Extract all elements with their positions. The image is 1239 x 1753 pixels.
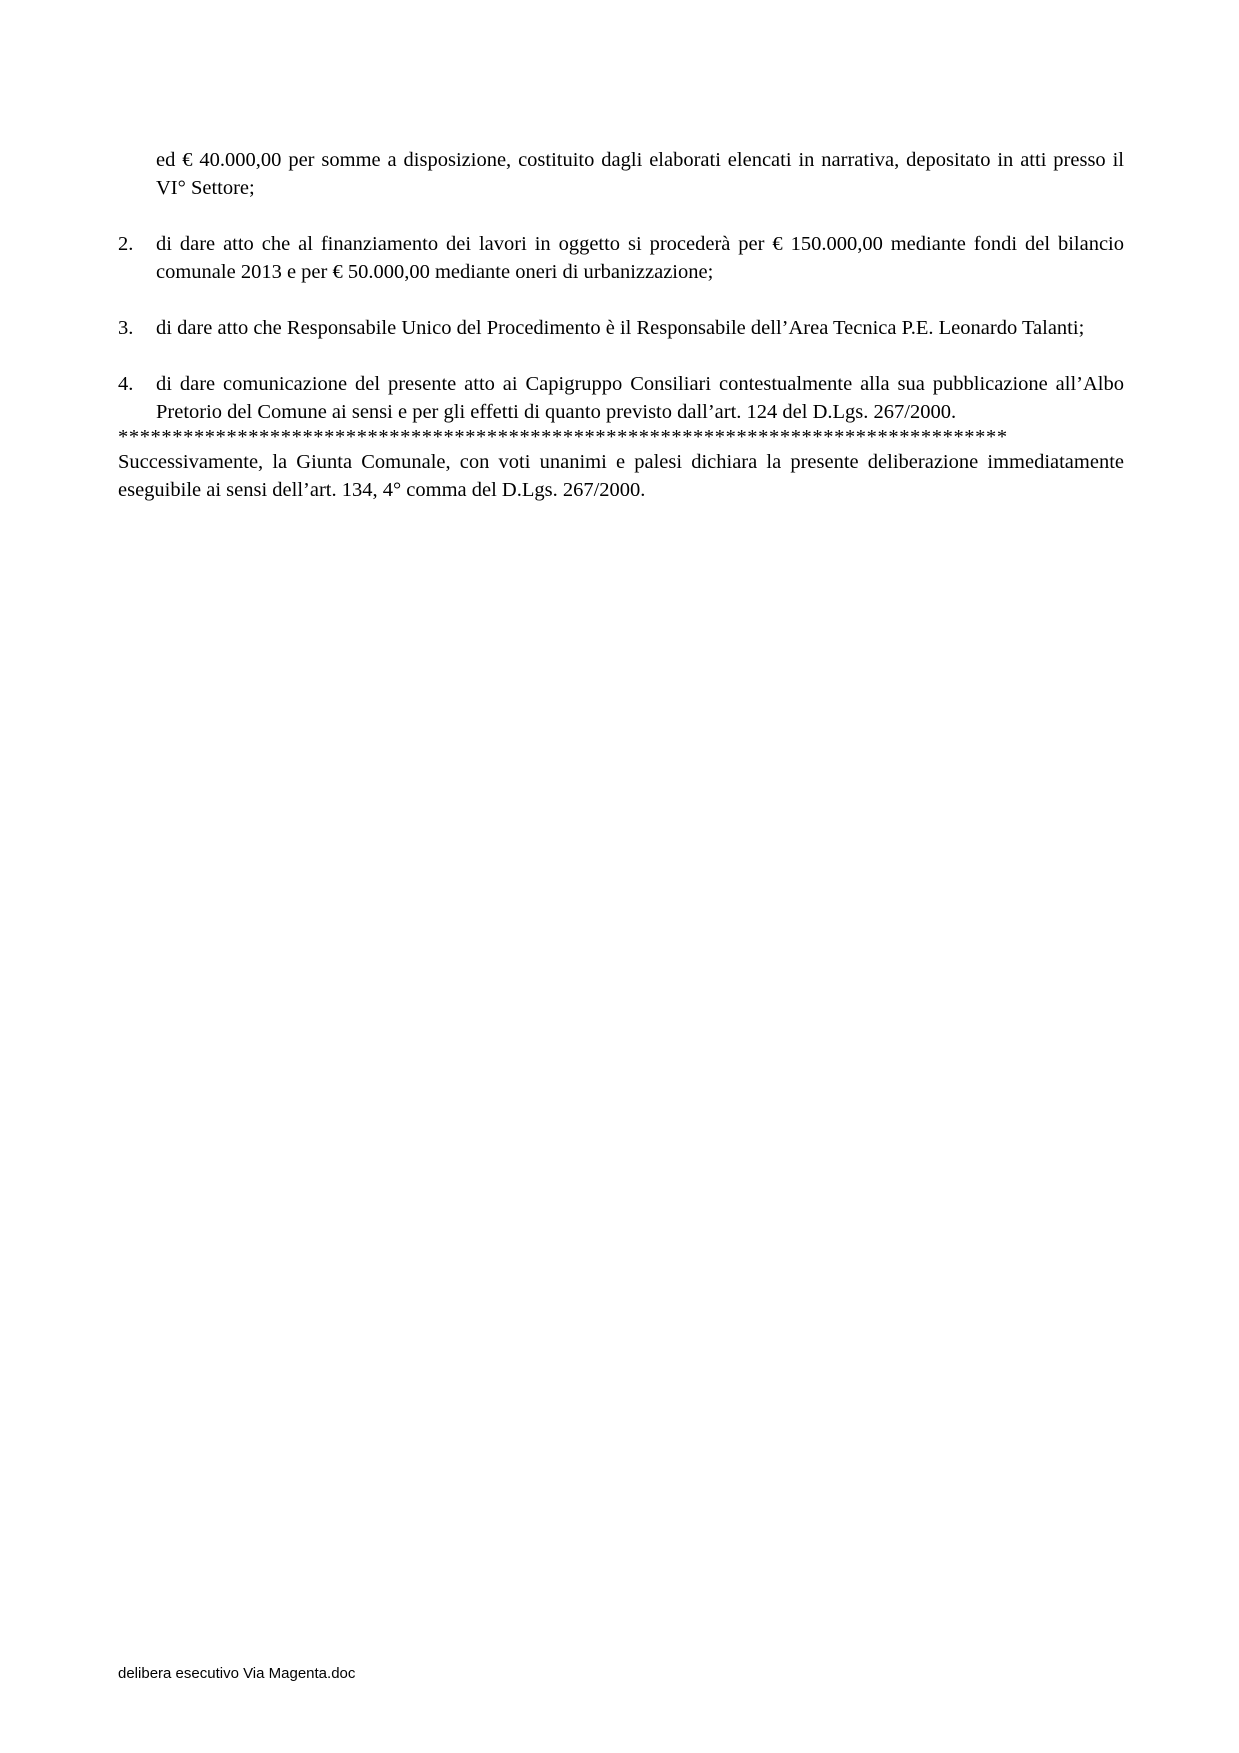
list-item-3 — [118, 314, 1124, 342]
list-item-4 — [118, 370, 1124, 426]
intro-continuation: ed € 40.000,00 per somme a disposizione, costituito dagli elaborati elencati in narrativa, depositato in atti presso il VI° Settore; — [156, 149, 1124, 199]
list-item-text: di dare atto che al finanziamento dei lavori in oggetto si procederà per € 150.000,00 mediante fondi del bilancio comunale 2013 e per € 50.000,00 mediante oneri di urbanizzazione; — [156, 233, 1124, 283]
list-item-text: di dare comunicazione del presente atto ai Capigruppo Consiliari contestualmente alla sua pubblicazione all’Albo Pretorio del Comune ai sensi e per gli effetti di quanto previsto dall’art. 124 del D.Lgs. 267/2000. — [156, 373, 1124, 423]
spacer — [118, 202, 1124, 230]
closing-paragraph: Successivamente, la Giunta Comunale, con voti unanimi e palesi dichiara la presente deliberazione immediatamente eseguibile ai sensi dell’art. 134, 4° comma del D.Lgs. 267/2000. — [118, 451, 1124, 501]
list-number: 2. — [118, 233, 134, 255]
list-number: 3. — [118, 317, 134, 339]
list-item-text: di dare atto che Responsabile Unico del Procedimento è il Responsabile dell’Area Tecnica P.E. Leonardo Talanti; — [156, 317, 1085, 339]
spacer — [118, 286, 1124, 314]
asterisk-separator: ********************************************************************************** — [118, 426, 1008, 448]
spacer — [118, 342, 1124, 370]
list-item-2 — [118, 230, 1124, 286]
list-number: 4. — [118, 373, 134, 395]
document-body — [118, 146, 1124, 504]
footer-filename: delibera esecutivo Via Magenta.doc — [118, 1665, 356, 1682]
